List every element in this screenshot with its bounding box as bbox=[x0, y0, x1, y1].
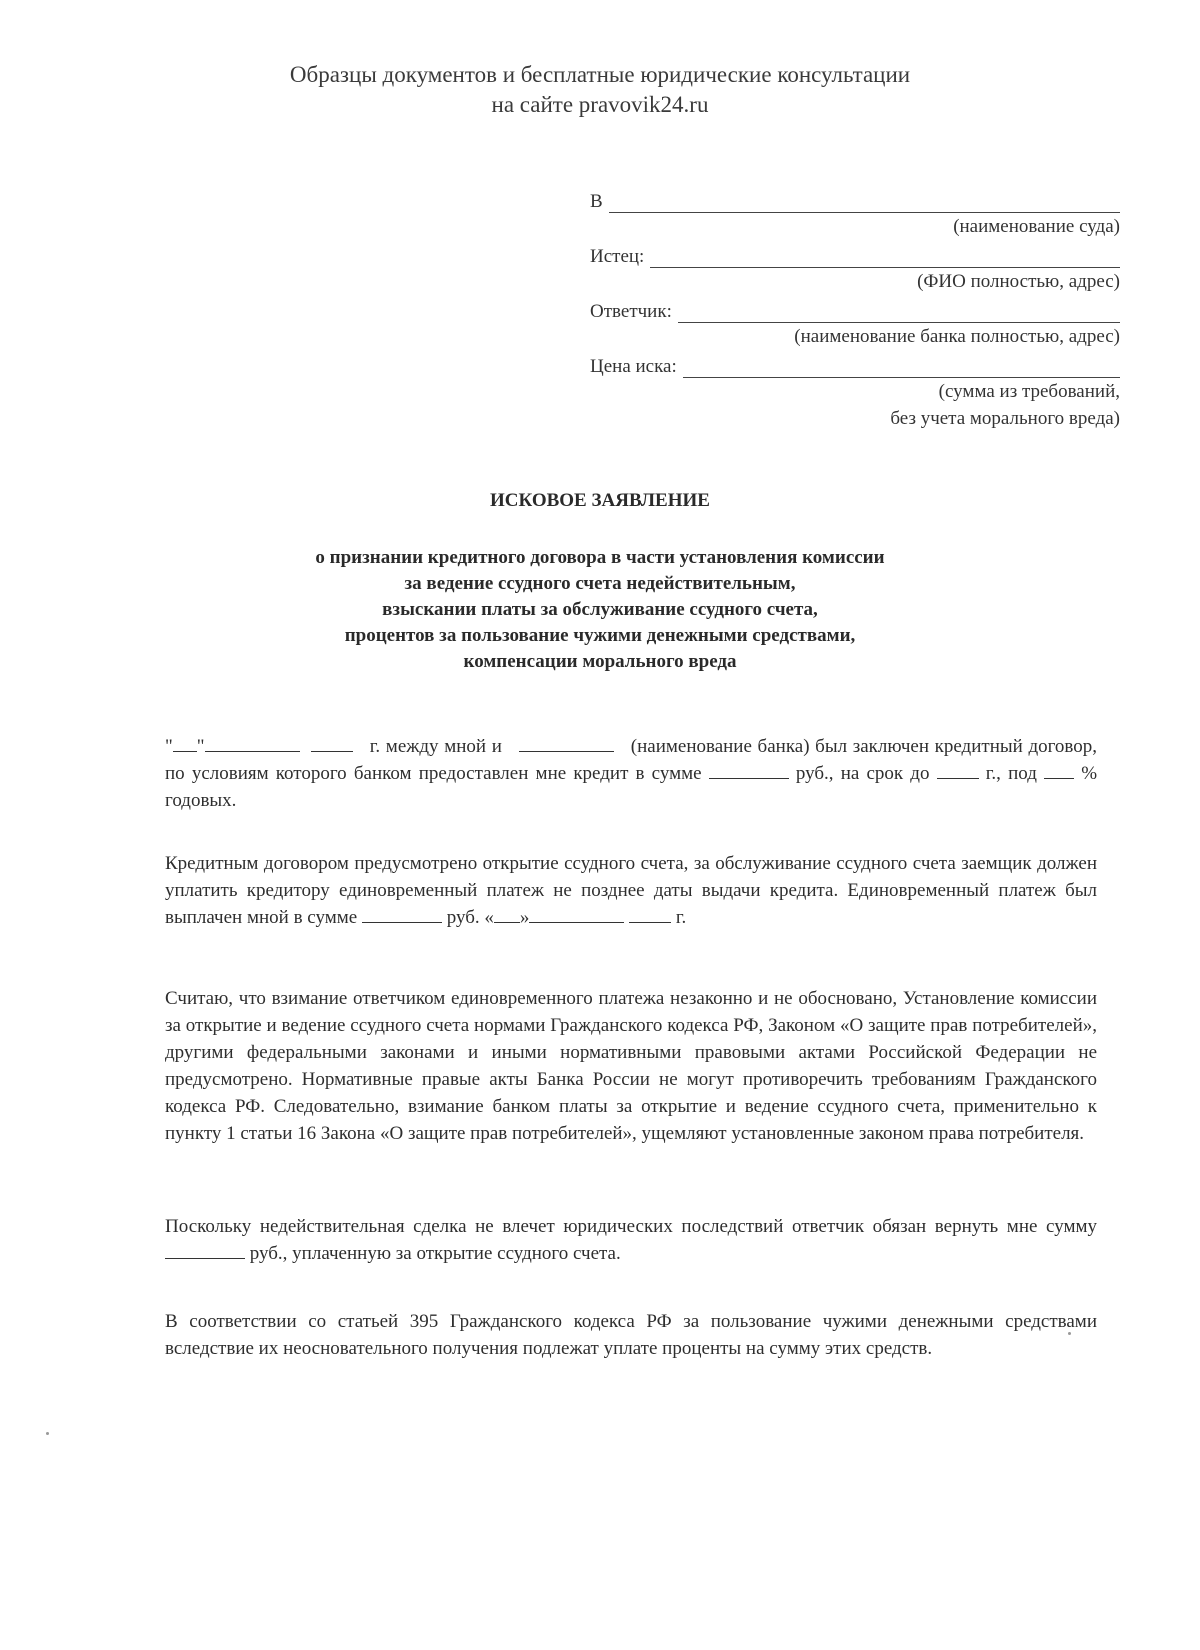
claim-price-input-line[interactable] bbox=[683, 357, 1120, 378]
court-hint: (наименование суда) bbox=[953, 216, 1120, 237]
subtitle-line: взыскании платы за обслуживание ссудного счета, bbox=[382, 599, 818, 620]
paragraph-contract bbox=[165, 733, 1097, 814]
document-subtitle bbox=[0, 545, 1200, 675]
subtitle-line: за ведение ссудного счета недействительным, bbox=[404, 573, 796, 594]
term-year-blank[interactable] bbox=[937, 760, 979, 779]
fee-amount-blank[interactable] bbox=[362, 904, 442, 923]
court-label: В bbox=[590, 191, 603, 212]
scan-speck bbox=[46, 1432, 49, 1435]
fee-text: Кредитным договором предусмотрено открытие ссудного счета, за обслуживание ссудного счета заемщик должен уплатить кредитору единовременный платеж не позднее даты выдачи кредита. Единовременный платеж был выплачен мной в сумме bbox=[165, 853, 1097, 928]
claim-price-hint-2: без учета морального вреда) bbox=[890, 408, 1120, 429]
plaintiff-input-line[interactable] bbox=[650, 247, 1120, 268]
fee-rub: руб. « bbox=[446, 907, 494, 928]
subtitle-line: компенсации морального вреда bbox=[463, 651, 737, 672]
scan-speck bbox=[1068, 1332, 1071, 1335]
defendant-hint: (наименование банка полностью, адрес) bbox=[794, 326, 1120, 347]
month-blank[interactable] bbox=[205, 733, 300, 752]
paragraph-fee bbox=[165, 850, 1097, 931]
text-annual: % годовых. bbox=[165, 763, 1098, 811]
quote-open: " bbox=[165, 736, 173, 757]
amount-blank[interactable] bbox=[709, 760, 789, 779]
quote-close: " bbox=[196, 736, 205, 757]
header-line-2: на сайте pravovik24.ru bbox=[491, 92, 709, 117]
subtitle-line: о признании кредитного договора в части установления комиссии bbox=[315, 547, 885, 568]
subtitle-line: процентов за пользование чужими денежными средствами, bbox=[344, 625, 856, 646]
plaintiff-field[interactable] bbox=[590, 240, 1120, 268]
defendant-input-line[interactable] bbox=[678, 302, 1120, 323]
document-title: ИСКОВОЕ ЗАЯВЛЕНИЕ bbox=[490, 490, 710, 511]
plaintiff-hint: (ФИО полностью, адрес) bbox=[917, 271, 1120, 292]
text-under: г., под bbox=[985, 763, 1037, 784]
claim-price-field[interactable] bbox=[590, 350, 1120, 378]
refund-text: Поскольку недействительная сделка не влечет юридических последствий ответчик обязан вернуть мне сумму bbox=[165, 1216, 1097, 1237]
refund-text-end: руб., уплаченную за открытие ссудного счета. bbox=[249, 1243, 621, 1264]
day-blank[interactable] bbox=[173, 733, 197, 752]
paragraph-refund bbox=[165, 1213, 1097, 1267]
text-credit: (наименование банка) был заключен кредитный договор, по условиям которого банком предоставлен мне кредит в сумме bbox=[165, 736, 1098, 784]
defendant-field[interactable] bbox=[590, 295, 1120, 323]
text-term: руб., на срок до bbox=[795, 763, 930, 784]
court-input-line[interactable] bbox=[609, 192, 1120, 213]
rate-blank[interactable] bbox=[1044, 760, 1074, 779]
fee-year-blank[interactable] bbox=[629, 904, 671, 923]
refund-amount-blank[interactable] bbox=[165, 1240, 245, 1259]
defendant-label: Ответчик: bbox=[590, 301, 672, 322]
bank-blank[interactable] bbox=[519, 733, 614, 752]
address-block bbox=[590, 185, 1120, 432]
year-blank[interactable] bbox=[311, 733, 353, 752]
claim-price-label: Цена иска: bbox=[590, 356, 677, 377]
paragraph-interest: В соответствии со статьей 395 Гражданского кодекса РФ за пользование чужими денежными средствами вследствие их неосновательного получения подлежат уплате проценты на сумму этих средств. bbox=[165, 1311, 1097, 1359]
paragraph-argument: Считаю, что взимание ответчиком единовременного платежа незаконно и не обосновано, Установление комиссии за открытие и ведение ссудного счета нормами Гражданского кодекса РФ, Законом «О защите прав потребителей», другими федеральными законами и иными нормативными правовыми актами Российской Федерации не предусмотрено. Нормативные правые акты Банка России не могут противоречить требованиям Гражданского кодекса РФ. Следовательно, взимание банком платы за открытие и ведение ссудного счета, применительно к пункту 1 статьи 16 Закона «О защите прав потребителей», ущемляют установленные законом права потребителя. bbox=[165, 988, 1097, 1144]
fee-day-blank[interactable] bbox=[494, 904, 520, 923]
fee-month-blank[interactable] bbox=[529, 904, 624, 923]
fee-year-suffix: г. bbox=[675, 907, 687, 928]
site-header bbox=[0, 60, 1200, 120]
fee-quote-close: » bbox=[519, 907, 530, 928]
header-line-1: Образцы документов и бесплатные юридические консультации bbox=[289, 62, 911, 87]
court-field[interactable] bbox=[590, 185, 1120, 213]
text-between: г. между мной и bbox=[369, 736, 502, 757]
claim-price-hint-1: (сумма из требований, bbox=[938, 381, 1120, 402]
plaintiff-label: Истец: bbox=[590, 246, 645, 267]
